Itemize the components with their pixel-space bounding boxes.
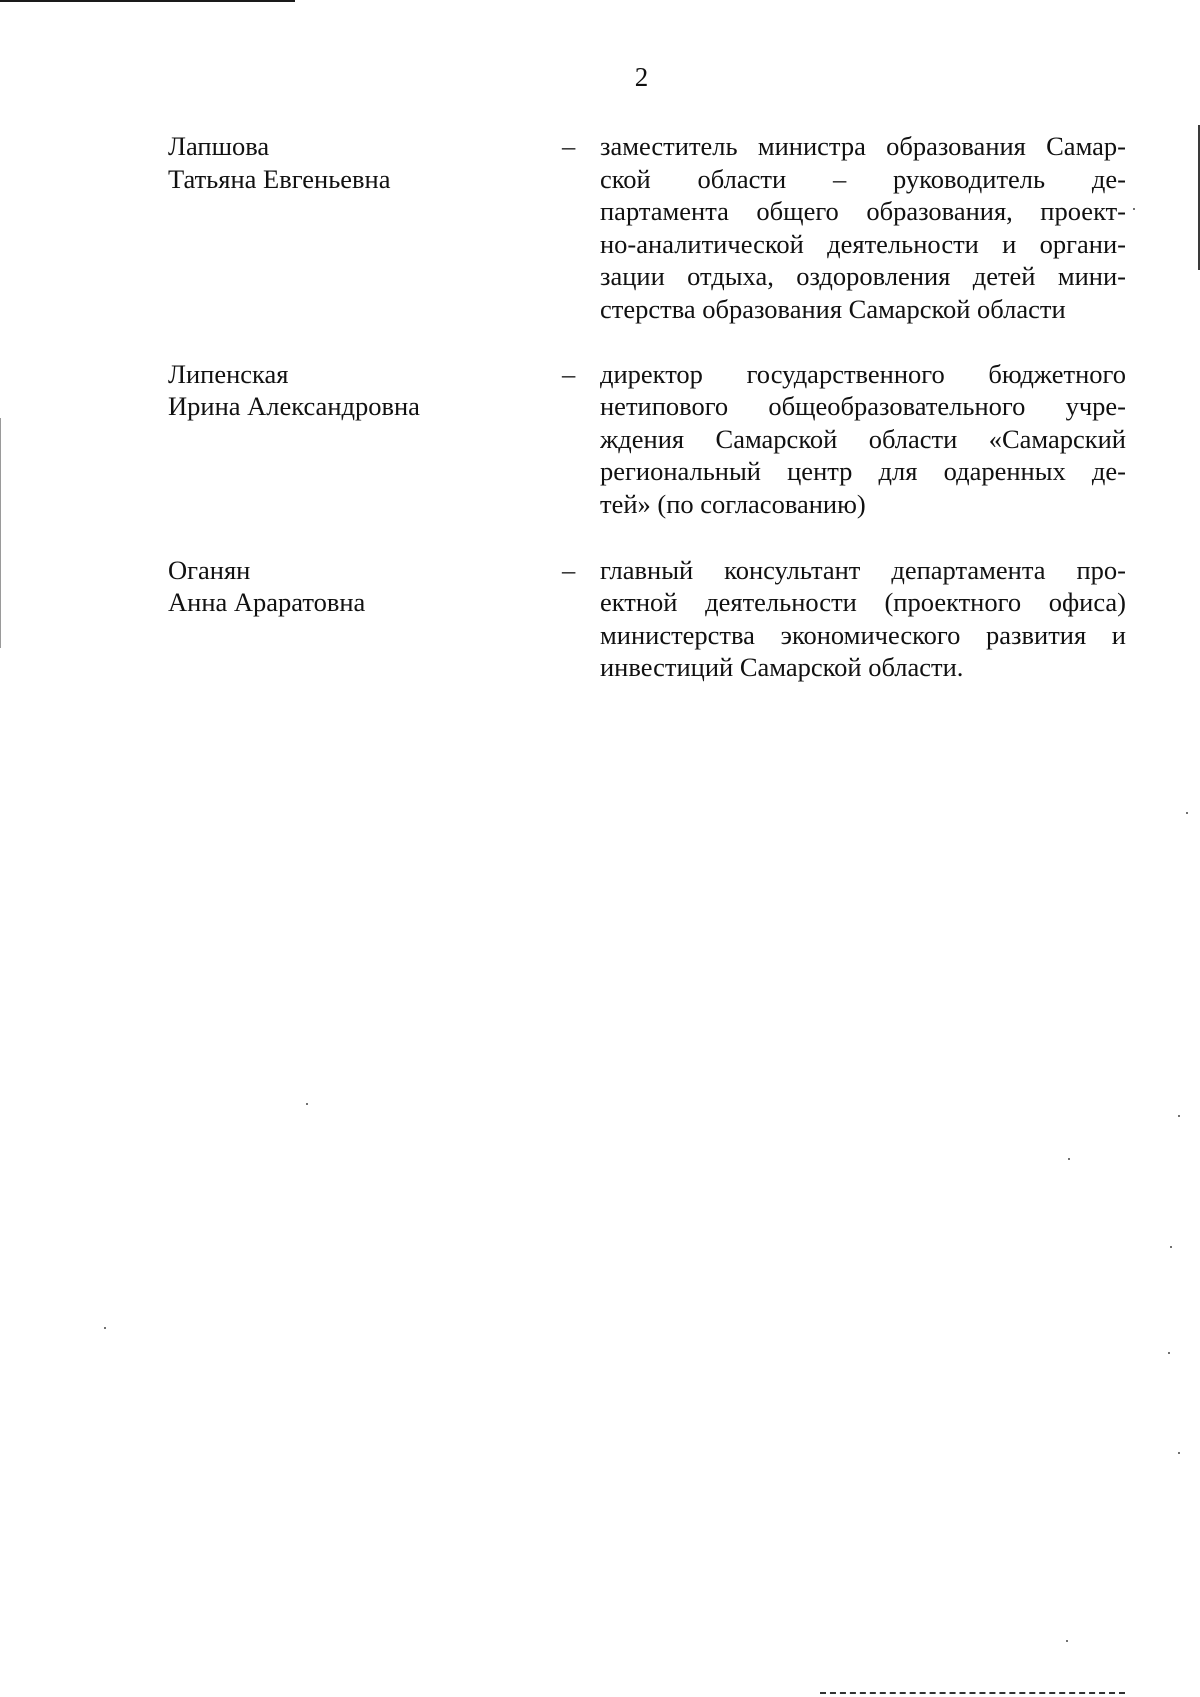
position-line: директор государственного бюджетного — [600, 358, 1126, 389]
scan-speck — [1168, 1352, 1170, 1354]
member-list — [168, 130, 1126, 716]
member-entry — [168, 554, 1126, 684]
position-line: главный консультант департамента про- — [600, 554, 1126, 585]
position-line: инвестиций Самарской области. — [600, 652, 964, 683]
page-number: 2 — [634, 62, 649, 92]
position-line: ектной деятельности (проектного офиса) — [600, 587, 1126, 618]
member-dash: – — [562, 131, 576, 161]
scan-speck — [1170, 1246, 1172, 1248]
scan-speck — [1178, 1115, 1180, 1117]
position-line: но-аналитической деятельности и органи- — [600, 228, 1126, 259]
member-entry — [168, 130, 1126, 326]
scan-speck — [306, 1103, 308, 1105]
position-line: министерства экономического развития и — [600, 619, 1126, 650]
position-line: нетипового общеобразовательного учре- — [600, 391, 1126, 422]
position-line: зации отдыха, оздоровления детей мини- — [600, 261, 1126, 292]
member-name — [168, 358, 540, 521]
scan-speck — [1066, 1640, 1068, 1642]
position-line: региональный центр для одаренных де- — [600, 456, 1126, 487]
scan-speck — [104, 1327, 106, 1329]
scan-border-left — [0, 418, 1, 648]
position-line: ской области – руководитель де- — [600, 163, 1126, 194]
member-name — [168, 130, 540, 326]
position-line: партамента общего образования, проект- — [600, 196, 1126, 227]
member-position — [600, 130, 1126, 326]
position-line: стерства образования Самарской области — [600, 293, 1066, 324]
scan-speck — [1186, 812, 1188, 814]
scan-border-bottom — [820, 1692, 1125, 1694]
member-surname: Оганян — [168, 554, 251, 585]
member-position — [600, 554, 1126, 684]
member-position — [600, 358, 1126, 521]
position-line: ждения Самарской области «Самарский — [600, 423, 1126, 454]
member-dash: – — [562, 358, 576, 389]
scan-speck — [1068, 1158, 1070, 1160]
member-given-names: Анна Араратовна — [168, 587, 366, 618]
member-name — [168, 554, 540, 684]
member-given-names: Татьяна Евгеньевна — [168, 163, 391, 194]
scan-border-top — [0, 0, 295, 2]
member-surname: Липенская — [168, 358, 289, 389]
member-entry — [168, 358, 1126, 521]
member-surname: Лапшова — [168, 131, 270, 161]
member-given-names: Ирина Александровна — [168, 391, 420, 422]
member-dash: – — [562, 554, 576, 585]
scan-speck — [1133, 208, 1135, 210]
position-line: тей» (по согласованию) — [600, 488, 866, 519]
scan-speck — [1178, 1452, 1180, 1454]
position-line: заместитель министра образования Самар- — [600, 131, 1126, 161]
